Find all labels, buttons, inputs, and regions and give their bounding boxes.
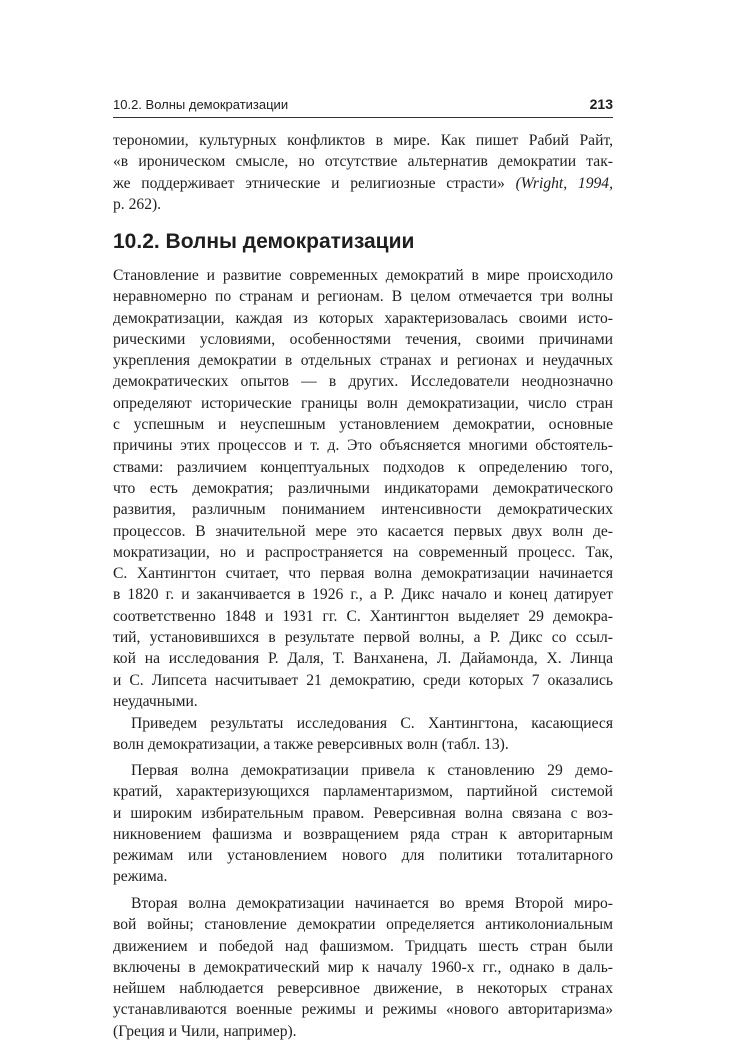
text-line: тий, установившихся в результате первой волны, а Р. Дикс со ссыл- (113, 629, 613, 647)
text-line: никновением фашизма и возвращением ряда стран к авторитарным (113, 825, 613, 843)
text-line: Приведем результаты исследования С. Хантингтона, касающиеся (131, 715, 613, 732)
text-line: движением и победой над фашизмом. Тридцать шесть стран были (113, 937, 613, 955)
text-line: р. 262). (113, 195, 162, 213)
text-line: определяют исторические границы волн демократизации, число стран (113, 394, 613, 412)
text-line: соответственно 1848 и 1931 гг. С. Хантингтон выделяет 29 демокра- (113, 607, 613, 625)
text-line: ствами: различием концептуальных подходов к определению того, (113, 458, 613, 476)
citation: (Wright, 1994, (515, 174, 613, 192)
text-line: укрепления демократии в отдельных странах и регионах и неудачных (113, 352, 613, 370)
text-line: режима. (113, 868, 168, 886)
text-line: Вторая волна демократизации начинается во время Второй миро- (131, 895, 613, 912)
text-line: нейшем наблюдается реверсивное движение, в некоторых странах (113, 980, 613, 998)
running-head-title: 10.2. Волны демократизации (113, 97, 289, 112)
text-line: процессов. В значительной мере это касается первых двух волн де- (113, 522, 613, 540)
text-line-part: же поддерживает этнические и религиозные страсти» (113, 174, 516, 192)
text-line: мократизации, но и распространяется на современный процесс. Так, (113, 543, 613, 561)
text-line: причины этих процессов и т. д. Это объясняется многими обстоятель- (113, 437, 613, 455)
text-line: «в ироническом смысле, но отсутствие альтернатив демократии так- (113, 153, 613, 171)
running-head (113, 95, 613, 118)
text-line (113, 173, 613, 194)
text-line: Первая волна демократизации привела к становлению 29 демо- (131, 762, 613, 779)
paragraph-4 (113, 893, 613, 1042)
text-line: включены в демократический мир к началу 1960-х гг., однако в даль- (113, 958, 613, 976)
paragraph-2 (113, 713, 613, 756)
text-line: демократических опытов — в других. Исследователи неоднозначно (113, 373, 613, 391)
text-line: Становление и развитие современных демократий в мире происходило (113, 267, 613, 284)
paragraph-1 (113, 265, 613, 712)
intro-paragraph (113, 130, 613, 215)
text-line: неравномерно по странам и регионам. В целом отмечается три волны (113, 288, 613, 306)
text-line: и С. Липсета насчитывает 21 демократию, среди которых 7 оказались (113, 671, 613, 689)
page-number: 213 (589, 96, 613, 112)
section-heading: 10.2. Волны демократизации (113, 230, 415, 253)
text-line: рическими условиями, особенностями течения, своими причинами (113, 330, 613, 348)
text-line: вой войны; становление демократии определяется антиколониальным (113, 916, 613, 934)
text-line: демократизации, каждая из которых характеризовалась своими исто- (113, 309, 613, 327)
text-line: волн демократизации, а также реверсивных волн (табл. 13). (113, 736, 509, 754)
text-line: (Греция и Чили, например). (113, 1022, 297, 1040)
text-line: терономии, культурных конфликтов в мире. Как пишет Рабий Райт, (113, 132, 613, 149)
text-line: кой на исследования Р. Даля, Т. Ванханена, Л. Дайамонда, Х. Линца (113, 650, 613, 668)
text-line: режимам или установлением нового для политики тоталитарного (113, 847, 613, 865)
text-line: и широким избирательным правом. Реверсивная волна связана с воз- (113, 804, 613, 822)
text-line: неудачными. (113, 692, 198, 710)
paragraph-3 (113, 760, 613, 888)
text-line: в 1820 г. и заканчивается в 1926 г., а Р. Дикс начало и конец датирует (113, 586, 613, 604)
text-line: С. Хантингтон считает, что первая волна демократизации начинается (113, 565, 613, 583)
text-line: что есть демократия; различными индикаторами демократического (113, 479, 613, 497)
text-line: устанавливаются военные режимы и режимы «нового авторитаризма» (113, 1001, 613, 1019)
text-line: с успешным и неуспешным установлением демократии, основные (113, 416, 613, 434)
text-line: развития, различным пониманием интенсивности демократических (113, 501, 613, 519)
text-line: кратий, характеризующихся парламентаризмом, партийной системой (113, 783, 613, 801)
